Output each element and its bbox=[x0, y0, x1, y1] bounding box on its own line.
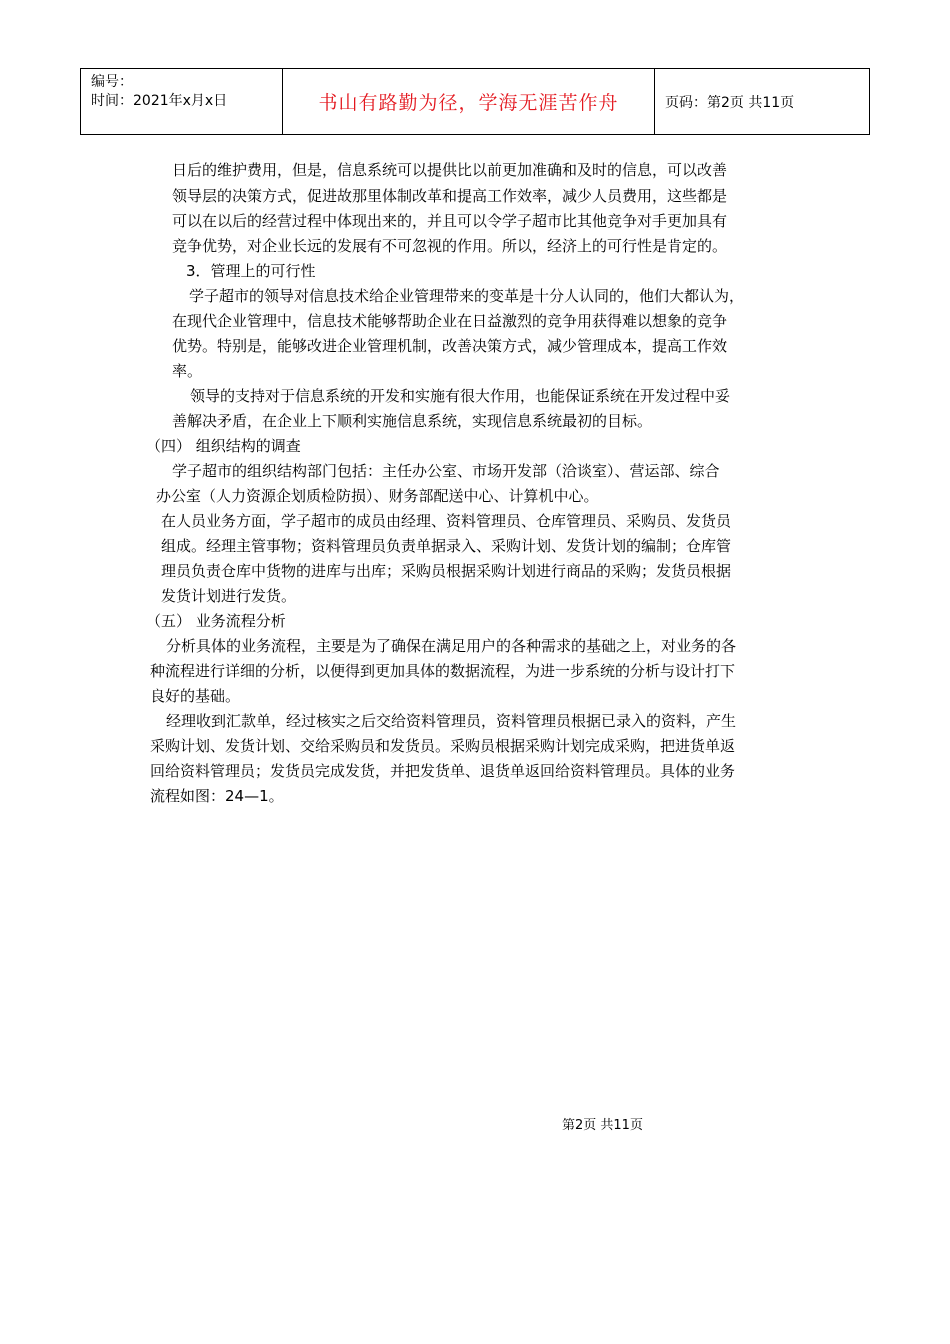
text-line: 竞争优势，对企业长远的发展有不可忽视的作用。所以，经济上的可行性是肯定的。 bbox=[172, 237, 728, 255]
text-line: 回给资料管理员；发货员完成发货，并把发货单、退货单返回给资料管理员。具体的业务 bbox=[150, 762, 736, 780]
text-line: 在现代企业管理中，信息技术能够帮助企业在日益激烈的竞争用获得难以想象的竞争 bbox=[172, 312, 728, 330]
text-line: 学子超市的组织结构部门包括：主任办公室、市场开发部（洽谈室）、营运部、综合 bbox=[172, 462, 720, 480]
text-line: 办公室（人力资源企划质检防损）、财务部配送中心、计算机中心。 bbox=[156, 487, 599, 505]
text-line: 组成。经理主管事物；资料管理员负责单据录入、采购计划、发货计划的编制；仓库管 bbox=[161, 537, 732, 555]
text-line: 分析具体的业务流程，主要是为了确保在满足用户的各种需求的基础之上，对业务的各 bbox=[166, 637, 737, 655]
text-line: 领导的支持对于信息系统的开发和实施有很大作用，也能保证系统在开发过程中妥 bbox=[190, 387, 731, 405]
page-footer: 第2页 共11页 bbox=[562, 1118, 643, 1133]
text-line: 种流程进行详细的分析，以便得到更加具体的数据流程，为进一步系统的分析与设计打下 bbox=[150, 662, 736, 680]
section-heading: 3．管理上的可行性 bbox=[186, 262, 316, 280]
text-line: 善解决矛盾，在企业上下顺利实施信息系统，实现信息系统最初的目标。 bbox=[172, 412, 653, 430]
document-number-label: 编号： bbox=[91, 74, 133, 90]
text-line: 良好的基础。 bbox=[150, 687, 241, 705]
document-date: 时间：2021年x月x日 bbox=[91, 93, 228, 109]
text-line: 发货计划进行发货。 bbox=[161, 587, 297, 605]
section-heading: （四） 组织结构的调查 bbox=[146, 437, 301, 455]
text-line: 领导层的决策方式，促进故那里体制改革和提高工作效率，减少人员费用，这些都是 bbox=[172, 187, 728, 205]
text-line: 经理收到汇款单，经过核实之后交给资料管理员，资料管理员根据已录入的资料，产生 bbox=[166, 712, 737, 730]
page-header bbox=[80, 68, 870, 135]
text-line: 采购计划、发货计划、交给采购员和发货员。采购员根据采购计划完成采购，把进货单返 bbox=[150, 737, 736, 755]
header-page-code: 页码：第2页 共11页 bbox=[665, 94, 795, 111]
text-line: 率。 bbox=[172, 362, 203, 380]
header-motto: 书山有路勤为径，学海无涯苦作舟 bbox=[283, 69, 655, 134]
text-line: 优势。特别是，能够改进企业管理机制，改善决策方式，减少管理成本，提高工作效 bbox=[172, 337, 728, 355]
text-line: 可以在以后的经营过程中体现出来的，并且可以令学子超市比其他竞争对手更加具有 bbox=[172, 212, 728, 230]
text-line: 在人员业务方面，学子超市的成员由经理、资料管理员、仓库管理员、采购员、发货员 bbox=[161, 512, 732, 530]
text-line: 学子超市的领导对信息技术给企业管理带来的变革是十分人认同的，他们大都认为， bbox=[189, 287, 745, 305]
text-line: 流程如图：24—1。 bbox=[150, 787, 284, 805]
text-line: 理员负责仓库中货物的进库与出库；采购员根据采购计划进行商品的采购；发货员根据 bbox=[161, 562, 732, 580]
header-meta bbox=[81, 69, 283, 134]
text-line: 日后的维护费用，但是，信息系统可以提供比以前更加准确和及时的信息，可以改善 bbox=[172, 161, 728, 179]
section-heading: （五） 业务流程分析 bbox=[146, 612, 286, 630]
